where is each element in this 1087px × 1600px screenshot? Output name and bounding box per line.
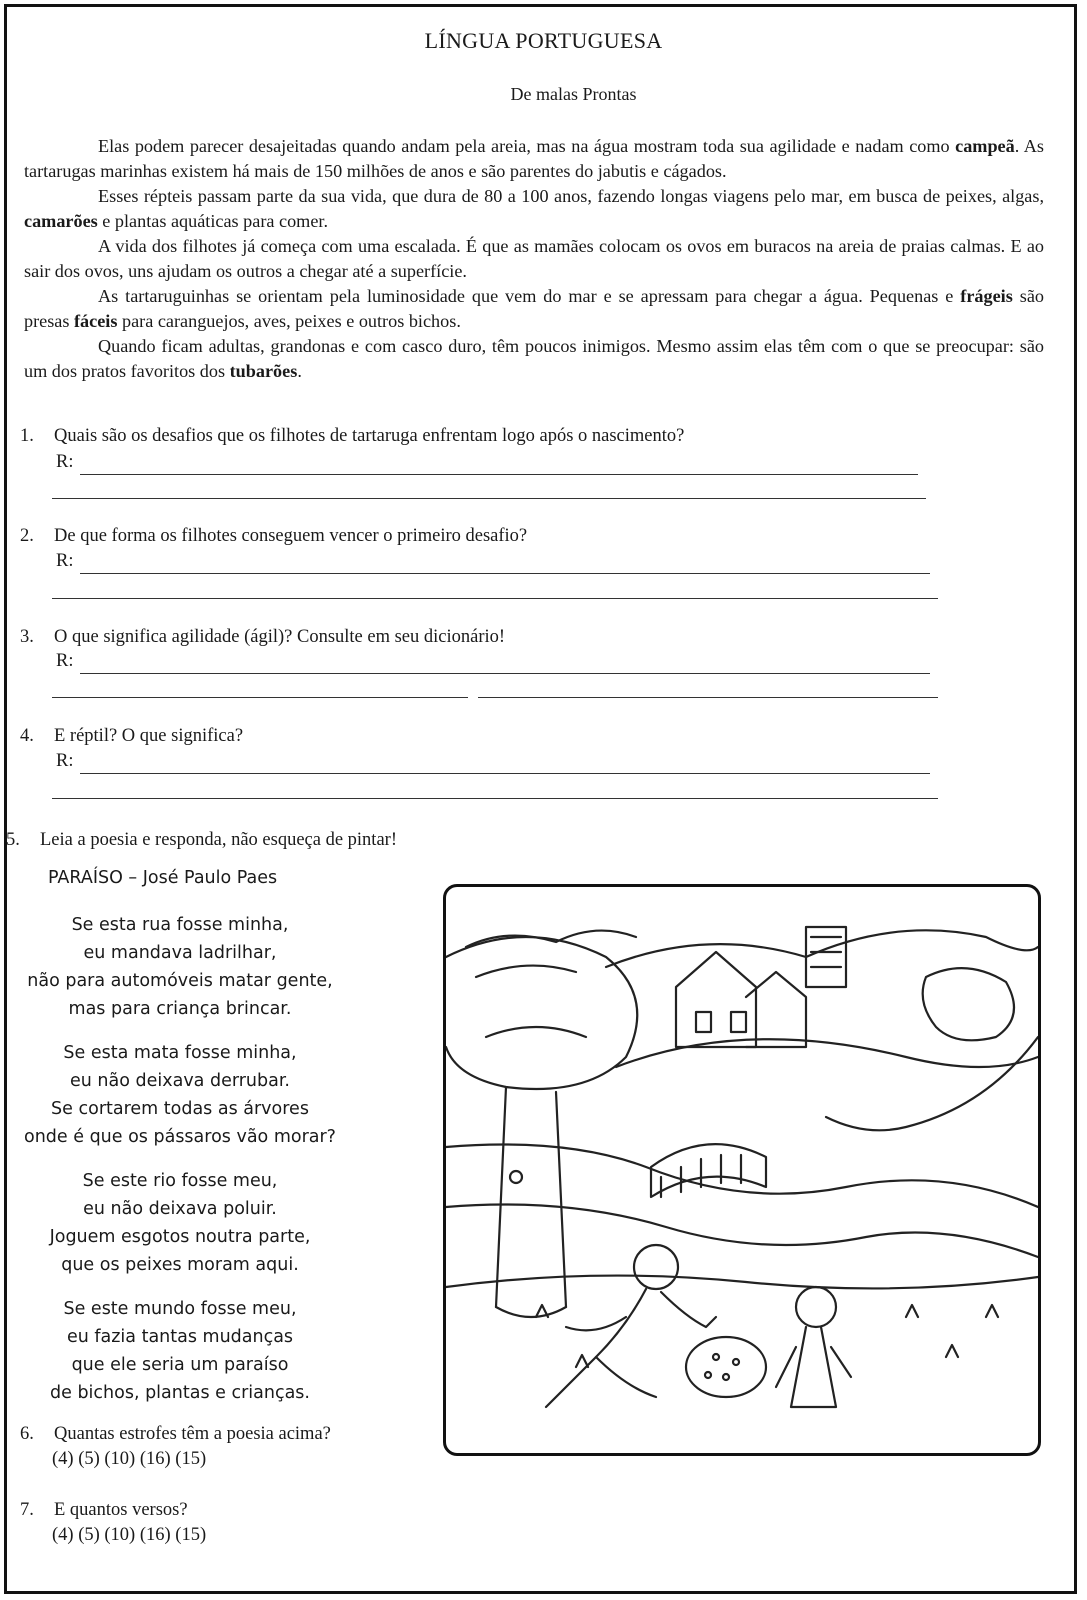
poem-title: PARAÍSO – José Paulo Paes xyxy=(48,868,278,888)
answer-line[interactable] xyxy=(52,598,938,599)
text-title: De malas Prontas xyxy=(510,84,637,104)
poem-stanza-1: Se esta rua fosse minha, eu mandava ladrilhar, não para automóveis matar gente, mas para criança brincar. xyxy=(27,915,333,1019)
question-6: 6. Quantas estrofes têm a poesia acima? xyxy=(20,1424,331,1444)
paragraph-1: Elas podem parecer desajeitadas quando andam pela areia, mas na água mostram toda sua agilidade e nadam como campeã. As tartarugas marinhas existem há mais de 150 milhões de anos e são parentes do jabutis e cágados. xyxy=(24,136,1044,181)
question-3: 3. O que significa agilidade (ágil)? Consulte em seu dicionário! xyxy=(20,627,506,647)
poem-stanza-4: Se este mundo fosse meu, eu fazia tantas mudanças que ele seria um paraíso de bichos, plantas e crianças. xyxy=(50,1299,310,1403)
answer-label-2: R: xyxy=(56,551,74,571)
options-7[interactable]: (4) (5) (10) (16) (15) xyxy=(52,1525,207,1545)
options-6[interactable]: (4) (5) (10) (16) (15) xyxy=(52,1449,207,1469)
question-4: 4. E réptil? O que significa? xyxy=(20,726,244,746)
answer-line[interactable] xyxy=(478,697,938,698)
answer-line[interactable] xyxy=(80,474,918,475)
answer-line[interactable] xyxy=(52,498,926,499)
paragraph-4: As tartaruguinhas se orientam pela luminosidade que vem do mar e se apressam para chegar a água. Pequenas e frágeis são presas fáceis para caranguejos, aves, peixes e outros bichos. xyxy=(24,286,1044,331)
question-5: 5. Leia a poesia e responda, não esqueça de pintar! xyxy=(6,830,397,850)
question-1: 1. Quais são os desafios que os filhotes de tartaruga enfrentam logo após o nascimento? xyxy=(20,426,685,446)
answer-label-4: R: xyxy=(56,751,74,771)
page-title: LÍNGUA PORTUGUESA xyxy=(424,28,663,53)
answer-label-3: R: xyxy=(56,651,74,671)
paragraph-5: Quando ficam adultas, grandonas e com casco duro, têm poucos inimigos. Mesmo assim elas têm com o que se preocupar: são um dos pratos favoritos dos tubarões. xyxy=(24,336,1044,381)
coloring-illustration[interactable] xyxy=(443,884,1041,1456)
question-2: 2. De que forma os filhotes conseguem vencer o primeiro desafio? xyxy=(20,526,528,546)
answer-line[interactable] xyxy=(80,773,930,774)
paragraph-2: Esses répteis passam parte da sua vida, que dura de 80 a 100 anos, fazendo longas viagens pelo mar, em busca de peixes, algas, camarões e plantas aquáticas para comer. xyxy=(24,186,1044,231)
answer-line[interactable] xyxy=(52,798,938,799)
reading-text xyxy=(24,134,1044,384)
answer-line[interactable] xyxy=(52,697,468,698)
answer-label-1: R: xyxy=(56,452,74,472)
answer-line[interactable] xyxy=(80,573,930,574)
paragraph-3: A vida dos filhotes já começa com uma escalada. É que as mamães colocam os ovos em buracos na areia de praias calmas. E ao sair dos ovos, uns ajudam os outros a chegar até a superfície. xyxy=(24,236,1044,281)
poem-stanza-2: Se esta mata fosse minha, eu não deixava derrubar. Se cortarem todas as árvores onde é que os pássaros vão morar? xyxy=(24,1043,336,1147)
answer-line[interactable] xyxy=(80,673,930,674)
question-7: 7. E quantos versos? xyxy=(20,1500,188,1520)
poem-stanza-3: Se este rio fosse meu, eu não deixava poluir. Joguem esgotos noutra parte, que os peixes moram aqui. xyxy=(49,1171,311,1275)
